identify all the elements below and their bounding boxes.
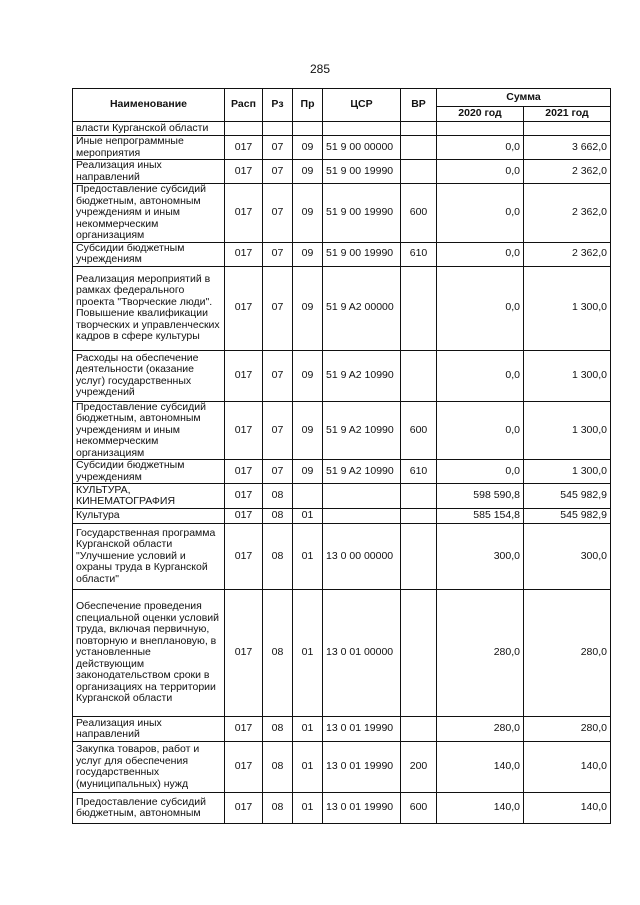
row-csr-cell: 51 9 00 19990 [323,184,401,243]
row-pr-cell: 09 [293,136,323,160]
row-vr-cell: 600 [401,401,437,460]
table-row [73,350,611,401]
row-vr-cell: 600 [401,184,437,243]
row-2020-amount: 140,0 [437,793,524,824]
row-2021-amount: 140,0 [524,742,611,793]
row-rz-cell: 08 [263,717,293,742]
row-2020-amount: 0,0 [437,266,524,350]
row-2021-amount [524,122,611,136]
row-rasp-cell: 017 [225,793,263,824]
row-vr-cell: 600 [401,793,437,824]
row-rasp-cell: 017 [225,242,263,266]
row-rasp-cell: 017 [225,742,263,793]
row-rasp-cell: 017 [225,136,263,160]
row-rasp-cell: 017 [225,717,263,742]
table-row [73,160,611,184]
row-vr-cell [401,524,437,590]
row-rz-cell: 07 [263,160,293,184]
row-vr-cell [401,160,437,184]
row-rasp-cell: 017 [225,350,263,401]
table-row [73,742,611,793]
row-2020-amount: 300,0 [437,524,524,590]
row-2020-amount: 280,0 [437,717,524,742]
row-2021-amount: 545 982,9 [524,509,611,524]
row-vr-cell [401,136,437,160]
row-rasp-cell: 017 [225,401,263,460]
row-pr-cell: 09 [293,460,323,484]
row-rz-cell: 08 [263,590,293,717]
row-rz-cell: 07 [263,266,293,350]
row-vr-cell [401,717,437,742]
table-row [73,793,611,824]
row-2021-amount: 2 362,0 [524,160,611,184]
row-rz-cell: 08 [263,509,293,524]
row-csr-cell: 51 9 A2 00000 [323,266,401,350]
row-name-cell: Обеспечение проведения специальной оценки условий труда, включая первичную, повторную и внеплановую, в установленные действующим законодательством сроки в организациях на территории Курганской области [73,590,225,717]
row-rz-cell: 08 [263,793,293,824]
row-rz-cell: 07 [263,184,293,243]
row-csr-cell: 51 9 A2 10990 [323,350,401,401]
row-name-cell: Иные непрограммные мероприятия [73,136,225,160]
row-rasp-cell: 017 [225,590,263,717]
row-rz-cell [263,122,293,136]
row-2021-amount: 3 662,0 [524,136,611,160]
row-pr-cell: 09 [293,242,323,266]
header-sum: Сумма [437,89,611,107]
row-name-cell: Реализация мероприятий в рамках федерального проекта "Творческие люди". Повышение квалификации творческих и управленческих кадров в сфере культуры [73,266,225,350]
row-2021-amount: 1 300,0 [524,350,611,401]
row-rasp-cell [225,122,263,136]
row-pr-cell: 01 [293,509,323,524]
row-pr-cell [293,122,323,136]
row-pr-cell: 09 [293,401,323,460]
row-2020-amount: 0,0 [437,160,524,184]
row-rz-cell: 08 [263,742,293,793]
row-name-cell: Предоставление субсидий бюджетным, автономным [73,793,225,824]
row-rz-cell: 07 [263,136,293,160]
row-pr-cell: 09 [293,160,323,184]
table-row [73,524,611,590]
header-csr: ЦСР [323,89,401,122]
row-pr-cell [293,484,323,509]
row-rz-cell: 07 [263,460,293,484]
header-vr: ВР [401,89,437,122]
row-vr-cell [401,590,437,717]
row-2020-amount: 140,0 [437,742,524,793]
row-2020-amount: 0,0 [437,184,524,243]
row-2020-amount: 0,0 [437,136,524,160]
row-rz-cell: 07 [263,401,293,460]
header-pr: Пр [293,89,323,122]
header-rasp: Расп [225,89,263,122]
row-2021-amount: 545 982,9 [524,484,611,509]
row-csr-cell [323,122,401,136]
row-vr-cell [401,484,437,509]
row-vr-cell: 610 [401,460,437,484]
row-vr-cell [401,122,437,136]
table-row [73,590,611,717]
row-2021-amount: 280,0 [524,590,611,717]
row-csr-cell: 51 9 A2 10990 [323,460,401,484]
row-name-cell: власти Курганской области [73,122,225,136]
row-csr-cell: 13 0 01 19990 [323,742,401,793]
row-2021-amount: 1 300,0 [524,401,611,460]
row-csr-cell: 51 9 A2 10990 [323,401,401,460]
row-rz-cell: 07 [263,242,293,266]
table-row [73,460,611,484]
table-row [73,509,611,524]
row-2020-amount: 0,0 [437,242,524,266]
row-csr-cell [323,509,401,524]
row-vr-cell: 610 [401,242,437,266]
budget-table [72,88,611,824]
row-2021-amount: 2 362,0 [524,242,611,266]
table-row [73,122,611,136]
row-pr-cell: 01 [293,742,323,793]
row-name-cell: Субсидии бюджетным учреждениям [73,460,225,484]
row-csr-cell: 13 0 00 00000 [323,524,401,590]
table-row [73,266,611,350]
row-name-cell: Субсидии бюджетным учреждениям [73,242,225,266]
table-row [73,401,611,460]
row-csr-cell: 51 9 00 19990 [323,160,401,184]
row-name-cell: Реализация иных направлений [73,160,225,184]
row-2020-amount: 598 590,8 [437,484,524,509]
row-vr-cell [401,266,437,350]
header-year-2020: 2020 год [437,107,524,122]
row-2021-amount: 300,0 [524,524,611,590]
row-rasp-cell: 017 [225,524,263,590]
row-name-cell: Реализация иных направлений [73,717,225,742]
row-rz-cell: 08 [263,524,293,590]
row-rasp-cell: 017 [225,484,263,509]
row-2021-amount: 140,0 [524,793,611,824]
row-rasp-cell: 017 [225,460,263,484]
row-2020-amount: 0,0 [437,350,524,401]
row-rz-cell: 07 [263,350,293,401]
row-name-cell: Расходы на обеспечение деятельности (оказание услуг) государственных учреждений [73,350,225,401]
row-name-cell: Государственная программа Курганской области "Улучшение условий и охраны труда в Курганской области" [73,524,225,590]
row-rasp-cell: 017 [225,160,263,184]
table-row [73,184,611,243]
row-pr-cell: 09 [293,350,323,401]
row-2020-amount: 0,0 [437,401,524,460]
row-name-cell: Предоставление субсидий бюджетным, автономным учреждениям и иным некоммерческим организациям [73,401,225,460]
row-pr-cell: 09 [293,184,323,243]
row-rz-cell: 08 [263,484,293,509]
table-row [73,242,611,266]
row-vr-cell: 200 [401,742,437,793]
row-2020-amount [437,122,524,136]
row-name-cell: Культура [73,509,225,524]
row-pr-cell: 01 [293,717,323,742]
row-csr-cell: 13 0 01 00000 [323,590,401,717]
row-vr-cell [401,509,437,524]
row-2021-amount: 1 300,0 [524,266,611,350]
row-csr-cell: 51 9 00 00000 [323,136,401,160]
row-name-cell: Закупка товаров, работ и услуг для обеспечения государственных (муниципальных) нужд [73,742,225,793]
header-name: Наименование [73,89,225,122]
row-2021-amount: 1 300,0 [524,460,611,484]
row-pr-cell: 01 [293,590,323,717]
row-name-cell: Предоставление субсидий бюджетным, автономным учреждениям и иным некоммерческим организациям [73,184,225,243]
row-csr-cell [323,484,401,509]
row-csr-cell: 13 0 01 19990 [323,717,401,742]
row-2020-amount: 585 154,8 [437,509,524,524]
row-csr-cell: 13 0 01 19990 [323,793,401,824]
row-2020-amount: 0,0 [437,460,524,484]
row-vr-cell [401,350,437,401]
table-row [73,136,611,160]
row-pr-cell: 01 [293,793,323,824]
row-rasp-cell: 017 [225,509,263,524]
row-rasp-cell: 017 [225,266,263,350]
row-name-cell: КУЛЬТУРА, КИНЕМАТОГРАФИЯ [73,484,225,509]
row-pr-cell: 01 [293,524,323,590]
row-2021-amount: 2 362,0 [524,184,611,243]
row-2021-amount: 280,0 [524,717,611,742]
row-rasp-cell: 017 [225,184,263,243]
row-2020-amount: 280,0 [437,590,524,717]
table-row [73,717,611,742]
row-pr-cell: 09 [293,266,323,350]
header-rz: Рз [263,89,293,122]
row-csr-cell: 51 9 00 19990 [323,242,401,266]
header-year-2021: 2021 год [524,107,611,122]
page-number: 285 [309,62,331,76]
table-row [73,484,611,509]
